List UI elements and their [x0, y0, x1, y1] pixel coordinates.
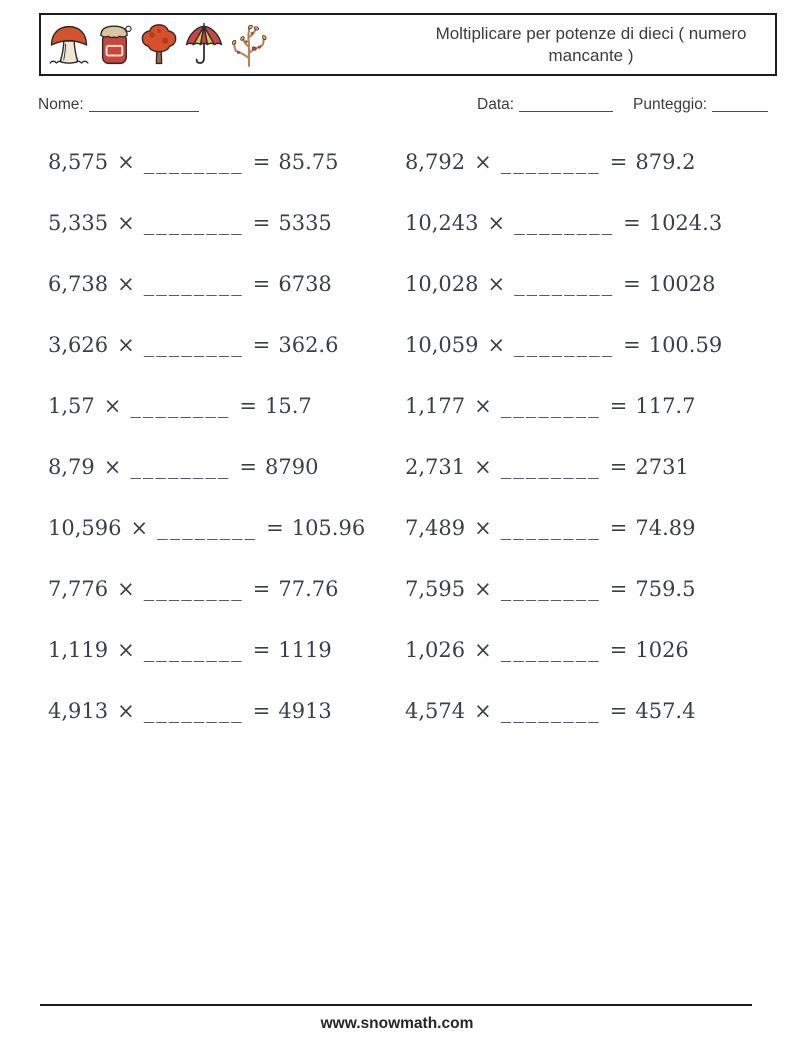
multiplicand: 10,028 — [405, 271, 479, 296]
product: 879.2 — [635, 149, 696, 174]
multiplicand: 4,574 — [405, 698, 466, 723]
equals-sign: = — [623, 271, 641, 296]
equals-sign: = — [252, 576, 271, 601]
equals-sign: = — [252, 271, 271, 296]
footer-divider — [40, 1004, 752, 1006]
equals-sign: = — [252, 698, 271, 723]
multiplicand: 6,738 — [48, 271, 109, 296]
product: 15.7 — [264, 393, 312, 418]
equals-sign: = — [252, 210, 271, 235]
problem-row — [48, 436, 408, 497]
jam-jar-icon — [93, 22, 135, 68]
answer-blank[interactable]: ________ — [157, 515, 258, 540]
product: 759.5 — [635, 576, 696, 601]
product: 85.75 — [278, 149, 339, 174]
product: 2731 — [635, 454, 689, 479]
multiplicand: 10,243 — [405, 210, 479, 235]
problem-row — [405, 375, 765, 436]
times-sign: × — [474, 149, 492, 174]
mushroom-icon — [48, 22, 90, 68]
times-sign: × — [474, 393, 492, 418]
name-label: Nome: — [38, 96, 84, 113]
multiplicand: 1,177 — [405, 393, 466, 418]
answer-blank[interactable]: ________ — [130, 393, 231, 418]
multiplicand: 8,79 — [48, 454, 95, 479]
answer-blank[interactable]: ________ — [143, 698, 244, 723]
info-fields — [0, 96, 794, 120]
multiplicand: 1,026 — [405, 637, 466, 662]
times-sign: × — [117, 149, 135, 174]
equals-sign: = — [239, 393, 257, 418]
multiplicand: 3,626 — [48, 332, 109, 357]
multiplicand: 7,776 — [48, 576, 109, 601]
multiplicand: 2,731 — [405, 454, 466, 479]
answer-blank[interactable]: ________ — [143, 149, 244, 174]
problem-row — [48, 192, 408, 253]
multiplicand: 5,335 — [48, 210, 109, 235]
product: 4913 — [278, 698, 332, 723]
times-sign: × — [474, 637, 492, 662]
equals-sign: = — [252, 149, 271, 174]
problem-row — [405, 619, 765, 680]
problem-row — [48, 619, 408, 680]
date-blank[interactable] — [519, 98, 613, 112]
problem-row — [405, 253, 765, 314]
times-sign: × — [117, 637, 135, 662]
answer-blank[interactable]: ________ — [500, 454, 601, 479]
equals-sign: = — [252, 637, 271, 662]
multiplicand: 7,595 — [405, 576, 466, 601]
answer-blank[interactable]: ________ — [500, 149, 601, 174]
times-sign: × — [117, 576, 135, 601]
equals-sign: = — [609, 393, 628, 418]
problem-row — [405, 436, 765, 497]
equals-sign: = — [623, 210, 641, 235]
equals-sign: = — [239, 454, 257, 479]
answer-blank[interactable]: ________ — [143, 576, 244, 601]
times-sign: × — [117, 698, 135, 723]
times-sign: × — [474, 454, 492, 479]
product: 105.96 — [291, 515, 366, 540]
equals-sign: = — [623, 332, 641, 357]
name-blank[interactable] — [89, 98, 199, 112]
multiplicand: 8,575 — [48, 149, 109, 174]
problem-row — [405, 558, 765, 619]
problem-column-left — [48, 131, 408, 741]
equals-sign: = — [609, 515, 628, 540]
problem-row — [48, 558, 408, 619]
problem-column-right — [405, 131, 765, 741]
product: 100.59 — [648, 332, 723, 357]
answer-blank[interactable]: ________ — [130, 454, 231, 479]
multiplicand: 10,059 — [405, 332, 479, 357]
product: 1024.3 — [648, 210, 723, 235]
problem-row — [48, 314, 408, 375]
answer-blank[interactable]: ________ — [514, 271, 615, 296]
equals-sign: = — [609, 454, 628, 479]
answer-blank[interactable]: ________ — [500, 698, 601, 723]
product: 1119 — [278, 637, 332, 662]
product: 1026 — [635, 637, 689, 662]
equals-sign: = — [609, 698, 628, 723]
times-sign: × — [474, 576, 492, 601]
equals-sign: = — [252, 332, 271, 357]
equals-sign: = — [266, 515, 284, 540]
answer-blank[interactable]: ________ — [500, 515, 601, 540]
times-sign: × — [474, 515, 492, 540]
multiplicand: 7,489 — [405, 515, 466, 540]
answer-blank[interactable]: ________ — [514, 210, 615, 235]
problem-row — [405, 192, 765, 253]
product: 117.7 — [635, 393, 696, 418]
problem-row — [405, 131, 765, 192]
problem-row — [48, 131, 408, 192]
worksheet-title: Moltiplicare per potenze di dieci ( numero mancante ) — [435, 24, 747, 65]
times-sign: × — [487, 210, 506, 235]
product: 10028 — [648, 271, 716, 296]
answer-blank[interactable]: ________ — [500, 637, 601, 662]
answer-blank[interactable]: ________ — [514, 332, 615, 357]
times-sign: × — [117, 271, 135, 296]
problem-row — [48, 375, 408, 436]
score-label: Punteggio: — [633, 96, 708, 113]
product: 74.89 — [635, 515, 696, 540]
times-sign: × — [130, 515, 149, 540]
multiplicand: 4,913 — [48, 698, 109, 723]
website-text: www.snowmath.com — [320, 1015, 474, 1032]
equals-sign: = — [609, 576, 628, 601]
autumn-branch-icon — [228, 22, 270, 68]
product: 362.6 — [278, 332, 339, 357]
header-icons — [41, 22, 270, 68]
times-sign: × — [117, 332, 135, 357]
times-sign: × — [117, 210, 135, 235]
answer-blank[interactable]: ________ — [143, 271, 244, 296]
equals-sign: = — [609, 149, 628, 174]
multiplicand: 8,792 — [405, 149, 466, 174]
problem-row — [48, 253, 408, 314]
problem-row — [405, 680, 765, 741]
score-blank[interactable] — [712, 98, 768, 112]
problem-row — [405, 314, 765, 375]
date-label: Data: — [477, 96, 515, 113]
product: 8790 — [264, 454, 319, 479]
multiplicand: 1,57 — [48, 393, 95, 418]
answer-blank[interactable]: ________ — [500, 393, 601, 418]
product: 6738 — [278, 271, 332, 296]
multiplicand: 10,596 — [48, 515, 122, 540]
product: 457.4 — [635, 698, 696, 723]
problem-row — [48, 497, 408, 558]
times-sign: × — [474, 698, 492, 723]
answer-blank[interactable]: ________ — [143, 210, 244, 235]
product: 77.76 — [278, 576, 339, 601]
multiplicand: 1,119 — [48, 637, 109, 662]
times-sign: × — [103, 393, 122, 418]
answer-blank[interactable]: ________ — [143, 332, 244, 357]
umbrella-icon — [183, 22, 225, 68]
times-sign: × — [103, 454, 122, 479]
problem-row — [48, 680, 408, 741]
autumn-tree-icon — [138, 22, 180, 68]
answer-blank[interactable]: ________ — [143, 637, 244, 662]
equals-sign: = — [609, 637, 628, 662]
answer-blank[interactable]: ________ — [500, 576, 601, 601]
times-sign: × — [487, 332, 506, 357]
times-sign: × — [487, 271, 506, 296]
problem-row — [405, 497, 765, 558]
worksheet-header — [39, 13, 777, 76]
product: 5335 — [278, 210, 332, 235]
